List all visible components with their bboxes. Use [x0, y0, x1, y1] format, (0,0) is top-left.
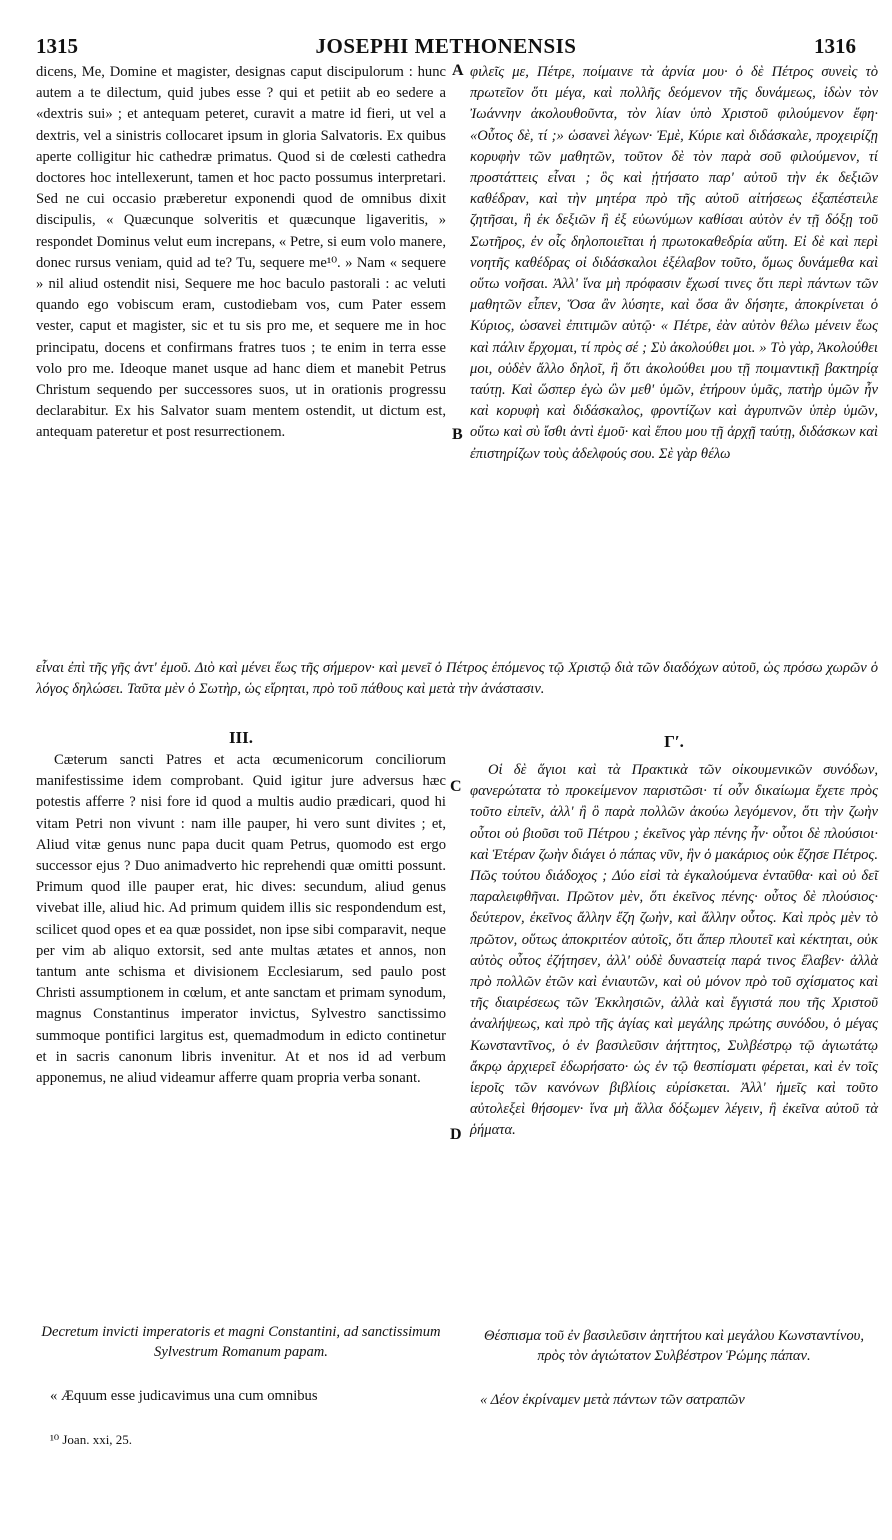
margin-marker-a: A: [452, 62, 464, 79]
latin-column-block1: [36, 62, 446, 444]
greek-column-block1: [470, 62, 878, 465]
latin-paragraph-1: dicens, Me, Domine et magister, designas caput discipulorum : hunc autem a te dilectum, quid jubes esse ? qui et petiit ab eo sedere a «dextris sui» ; et antequam peteret, curavit a matre id fieri, ut vel a dextris, vel a sinistris collocaret ipsum in gloria Salvatoris. Ex quibus aperte colligitur hic cathedræ primatus. Quod si de cœlesti cathedra doctores hoc intellexerunt, tamen et hoc pacto possumus interpretari. Sed ne cui occasio præberetur exponendi quod de omnibus dixit discipulis, « Quæcunque solveritis et quæcunque ligaveritis, » respondet Dominus velut eum increpans, « Petre, si eum volo manere, donec rursus veniam, quid ad te? Tu, sequere me¹⁰. » Nam « sequere » nil aliud ostendit nisi, Sequere me hoc baculo pastorali : ac veluti quando ego vobiscum eram, custodiebam vos, cum Pater essem vester, caput et magister, sic et tu sis pro me, et sequere me in hoc principatu, docens et confirmans fratres tuos ; te enim in terra esse volo pro me. Ideoque manet usque ad hanc diem et manebit Petrus Christum sequendo per successores suos, ut in orationis progressu declarabitur. Ex his Salvator suam mentem ostendit, ut dictum est, antequam pateretur et post resurrectionem.: [36, 64, 446, 441]
section-heading-latin: III.: [228, 728, 254, 747]
latin-column-block2: [36, 750, 446, 1089]
decree-opening-latin: « Æquum esse judicavimus una cum omnibus: [50, 1388, 318, 1404]
page-number-right: 1316: [814, 34, 856, 58]
footnote: ¹⁰ Joan. xxi, 25.: [50, 1432, 133, 1447]
greek-paragraph-2: Οἱ δὲ ἅγιοι καὶ τὰ Πρακτικὰ τῶν οἰκουμενικῶν συνόδων, φανερώτατα τὸ προκείμενον παριστῶσι· τί οὖν δικαίωμα ἔχετε πρὸς τοῦτο εἰπεῖν, ἀλλ' ἢ ὃ παρὰ πολλῶν ἀκούω λεγόμενον, ὅτι τὴν ζωὴν οὗτοι οὐ βιοῦσι τοῦ Πέτρου ; ἐκεῖνος γὰρ πένης ἦν· οὗτοι δὲ πλούσιοι· καὶ Ἑτέραν ζωὴν διάγει ὁ πάπας νῦν, ἣν ὁ μακάριος οὐκ ἔζησε Πέτρος. Πῶς τούτου διάδοχος ; Δύο εἰσὶ τὰ ἐγκαλούμενα ἐνταῦθα· καὶ οὐ δεῖ παραλειφθῆναι. Πρῶτον μὲν, ὅτι ἐκεῖνος πένης· οὗτος δὲ πλούσιος· δεύτερον, ἐκεῖνος ἄλλην ἔζη ζωὴν, καὶ ἄλλην οὗτος. Καὶ πρὸς μὲν τὸ πρῶτον, οὕτως ἀποκριτέον αὐτοῖς, ὅτι ἅπερ πλουτεῖ καὶ κέκτηται, οὐκ αὐτὸς οὗτος ἐζήτησεν, ἀλλ' οὐδὲ δυναστείᾳ παρά τινος ἔλαβεν· ἀλλὰ πρὸ πολλῶν ἐτῶν καὶ ἐνιαυτῶν, καὶ οὐ μόνον πρὸ τοῦ σχίσματος καὶ τῆς διαιρέσεως τῶν Ἐκκλησιῶν, ἀλλὰ καὶ ἔγγιστά που τῆς Χριστοῦ ἀναλήψεως, καὶ πρὸ τῆς ἁγίας καὶ μεγάλης πρώτης συνόδου, ὁ μέγας Κωνσταντῖνος, ὁ ἐν βασιλεῦσιν ἀήττητος, Συλβέστρῳ τῷ ἁγιωτάτῳ ἄκρῳ ἀρχιερεῖ ἐδωρήσατο· ὡς ἐν τῷ θεσπίσματι φέρεται, καὶ ἐν τοῖς ἱεροῖς τῶν κανόνων βιβλίοις εὑρίσκεται. Ἀλλ' ἡμεῖς καὶ τοῦτο αὐτολεξεὶ θήσομεν· ἵνα μὴ ἄλλα δόξωμεν λέγειν, ἢ ἐκεῖνα αὐτοῦ τὰ ῥήματα.: [470, 762, 878, 1139]
margin-marker-b: B: [452, 426, 463, 443]
greek-paragraph-1: φιλεῖς με, Πέτρε, ποίμαινε τὰ ἀρνία μου· ὁ δὲ Πέτρος συνεὶς τὸ πρωτεῖον ὅτι μέγα, καὶ πολλῆς δεόμενον τῆς δυνάμεως, ἰδὼν τὸν Ἰωάννην ἀκολουθοῦντα, τὸν λίαν ὑπὸ Χριστοῦ φιλούμενον ἔφη· «Οὗτος δὲ, τί ;» ὡσανεὶ λέγων· Ἐμὲ, Κύριε καὶ διδάσκαλε, προχειρίζῃ κορυφὴν τῶν μαθητῶν, τοῦτον δὲ τὸν παρὰ σοῦ φιλούμενον, τί προστάττεις εἶναι ; ὃς καὶ ᾐτήσατο παρ' αὐτοῦ τὴν ἐκ δεξιῶν καθέδραν, καὶ τὴν μητέρα πρὸ τῆς αὐτοῦ αἰτήσεως ἐξαπέστειλε ζητῆσαι, ἢ ἐκ δεξιῶν ἢ ἐξ εὐωνύμων καθίσαι αὐτὸν ἐν τῇ δόξῃ τοῦ Σωτῆρος, ἐν οἷς δηλοποιεῖται ἡ πρωτοκαθεδρία αὕτη. Εἰ δὲ καὶ περὶ νοητῆς καθέδρας οἱ διδάσκαλοι ἐξέλαβον τοῦτο, ὅμως δυνάμεθα καὶ οὕτω νοῆσαι. Ἀλλ' ἵνα μὴ πρόφασιν ἔχωσί τινες ὅτι περὶ πάντων τῶν μαθητῶν εἶπεν, Ὅσα ἂν λύσητε, καὶ ὅσα ἂν δήσητε, ἀποκρίνεται ὁ Κύριος, ὡσανεὶ ἐπιτιμῶν αὐτῷ· « Πέτρε, ἐὰν αὐτὸν θέλω μένειν ἕως καὶ πάλιν ἔρχομαι, τί πρὸς σέ ; Σὺ ἀκολούθει μοι. » Τὸ γὰρ, Ἀκολούθει μοι, οὐδὲν ἄλλο δηλοῖ, ἢ ὅτι ἀκολούθει μου τῇ ποιμαντικῇ βακτηρίᾳ ταύτῃ. Καὶ ὥσπερ ἐγὼ ὢν μεθ' ὑμῶν, ἐτήρουν ὑμᾶς, πατὴρ ὑμῶν ἦν καὶ κορυφὴ καὶ διδάσκαλος, φροντίζων καὶ ἀγρυπνῶν ὑπὲρ ὑμῶν, οὕτω καὶ σὺ ἴσθι ἀντὶ ἐμοῦ· καὶ ἕπου μου τῇ ἀρχῇ ταύτῃ, διδάσκων καὶ ἐπιστηρίζων τοὺς ἀδελφούς σου. Σὲ γὰρ θέλω: [470, 64, 878, 462]
greek-column-block2: [470, 760, 878, 1142]
decree-opening-greek: « Δέον ἐκρίναμεν μετὰ πάντων τῶν σατραπῶν: [480, 1392, 745, 1408]
decree-caption-latin: Decretum invicti imperatoris et magni Constantini, ad sanctissimum Sylvestrum Romanum papam.: [41, 1324, 441, 1360]
page-header: [36, 34, 856, 60]
page-number-left: 1315: [36, 34, 78, 58]
margin-marker-c: C: [450, 778, 462, 795]
decree-caption-greek: Θέσπισμα τοῦ ἐν βασιλεῦσιν ἀηττήτου καὶ μεγάλου Κωνσταντίνου, πρὸς τὸν ἁγιώτατον Συλβέστρον Ῥώμης πάπαν.: [483, 1328, 865, 1364]
running-title: JOSEPHI METHONENSIS: [315, 34, 577, 58]
latin-paragraph-2: Cæterum sancti Patres et acta œcumenicorum conciliorum manifestissime idem comprobant. Quid igitur jure adversus hæc potestis afferre ? nisi fore id quod a multis audio prædicari, quod hi vitam Petri non vivunt : nam ille pauper, hi vero sunt divites ; et, Aliud vitæ genus nunc papa ducit quam Petrus, quomodo est ergo successor ejus ? Duo animadverto hic reprehendi quæ omitti possunt. Primum quod ille pauper erat, hic dives: secundum, aliud genus vivebat ille, aliud hic. Ad primum quidem illis sic respondendum est, scilicet quod opes et ea quæ possidet, non ipse sibi comparavit, neque per vim ab aliquo extorsit, sed ante multas ætates et annos, non tantum ante schisma et divisionem Ecclesiarum, sed paulo post Christi assumptionem in cœlum, et ante sanctam et primam synodum, magnus Constantinus imperator invictus, Sylvestro sanctissimo summoque pontifici largitus est, quemadmodum in edicto continetur et in sacris canonum libris invenitur. At et nos id ad verbum apponemus, ne aliud videamur afferre quam propria verba sonant.: [36, 752, 446, 1087]
section-heading-greek: Γʹ.: [664, 732, 684, 751]
greek-spanning-paragraph: εἶναι ἐπὶ τῆς γῆς ἀντ' ἐμοῦ. Διὸ καὶ μένει ἕως τῆς σήμερον· καὶ μενεῖ ὁ Πέτρος ἑπόμενος τῷ Χριστῷ διὰ τῶν διαδόχων αὐτοῦ, ὡς πρόσω χωρῶν ὁ λόγος δηλώσει. Ταῦτα μὲν ὁ Σωτὴρ, ὡς εἴρηται, πρὸ τοῦ πάθους καὶ μετὰ τὴν ἀνάστασιν.: [36, 660, 878, 698]
margin-marker-d: D: [450, 1126, 462, 1143]
